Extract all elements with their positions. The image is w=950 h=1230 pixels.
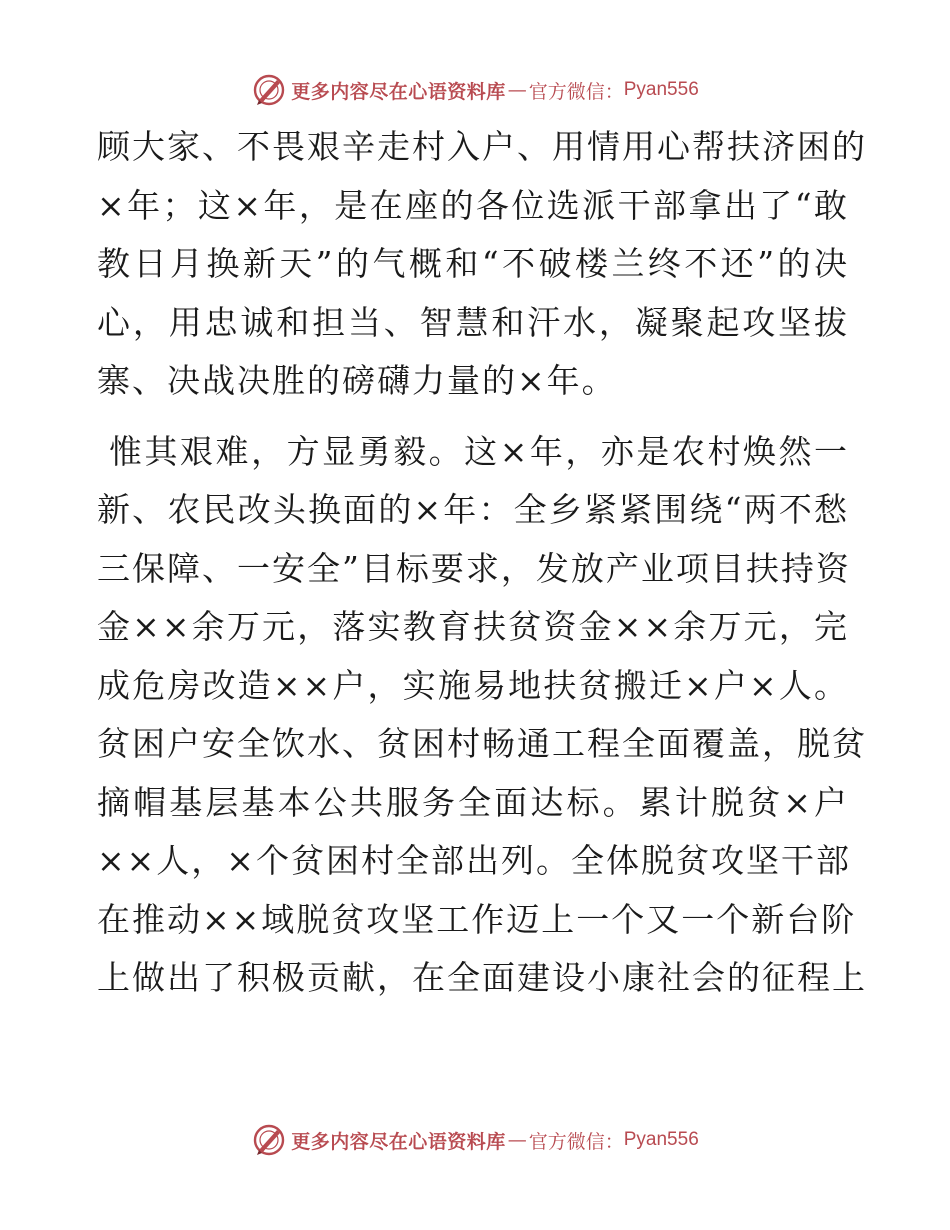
text-line: 顾大家、不畏艰辛走村入户、用情用心帮扶济困的 <box>97 127 867 166</box>
text-line: 上做出了积极贡献，在全面建设小康社会的征程上 <box>97 958 867 997</box>
text-line: 贫困户安全饮水、贫困村畅通工程全面覆盖，脱贫 <box>97 724 867 763</box>
pen-logo-icon <box>251 1122 287 1158</box>
paragraph-2 <box>97 423 867 1008</box>
banner-wechat-id: Pyan556 <box>623 79 699 100</box>
text-line: 教日月换新天”的气概和“不破楼兰终不还”的决 <box>97 244 849 283</box>
text-line: 新、农民改头换面的×年：全乡紧紧围绕“两不愁 <box>97 490 849 529</box>
text-line: 在推动××域脱贫攻坚工作迈上一个又一个新台阶 <box>97 899 857 939</box>
text-line: 金××余万元，落实教育扶贫资金××余万元，完 <box>97 607 849 646</box>
banner-wechat-label: 官方微信： <box>528 1130 624 1153</box>
footer-banner <box>0 1122 950 1158</box>
text-line: ××人，×个贫困村全部出列。全体脱贫攻坚干部 <box>97 841 851 880</box>
banner-separator: — <box>507 79 527 101</box>
text-line: ×年；这×年，是在座的各位选派干部拿出了“敢 <box>97 185 849 225</box>
text-line: 三保障、一安全”目标要求，发放产业项目扶持资 <box>97 548 851 588</box>
banner-wechat-id: Pyan556 <box>623 1129 699 1150</box>
banner-separator: — <box>507 1129 527 1151</box>
text-line: 寨、决战决胜的磅礴力量的×年。 <box>97 361 617 400</box>
pen-logo-icon <box>251 72 287 108</box>
text-line: 心，用忠诚和担当、智慧和汗水，凝聚起攻坚拔 <box>97 302 849 342</box>
text-line: 成危房改造××户，实施易地扶贫搬迁×户×人。 <box>97 665 849 705</box>
header-banner <box>0 72 950 108</box>
text-line: 摘帽基层基本公共服务全面达标。累计脱贫×户 <box>97 782 849 822</box>
banner-site-text: 更多内容尽在心语资料库 <box>291 1130 506 1153</box>
banner-site-text: 更多内容尽在心语资料库 <box>291 80 506 103</box>
text-line: 惟其艰难，方显勇毅。这×年，亦是农村焕然一 <box>109 431 849 471</box>
banner-wechat-label: 官方微信： <box>528 80 624 103</box>
paragraph-1 <box>97 118 867 411</box>
document-body <box>97 118 867 1008</box>
